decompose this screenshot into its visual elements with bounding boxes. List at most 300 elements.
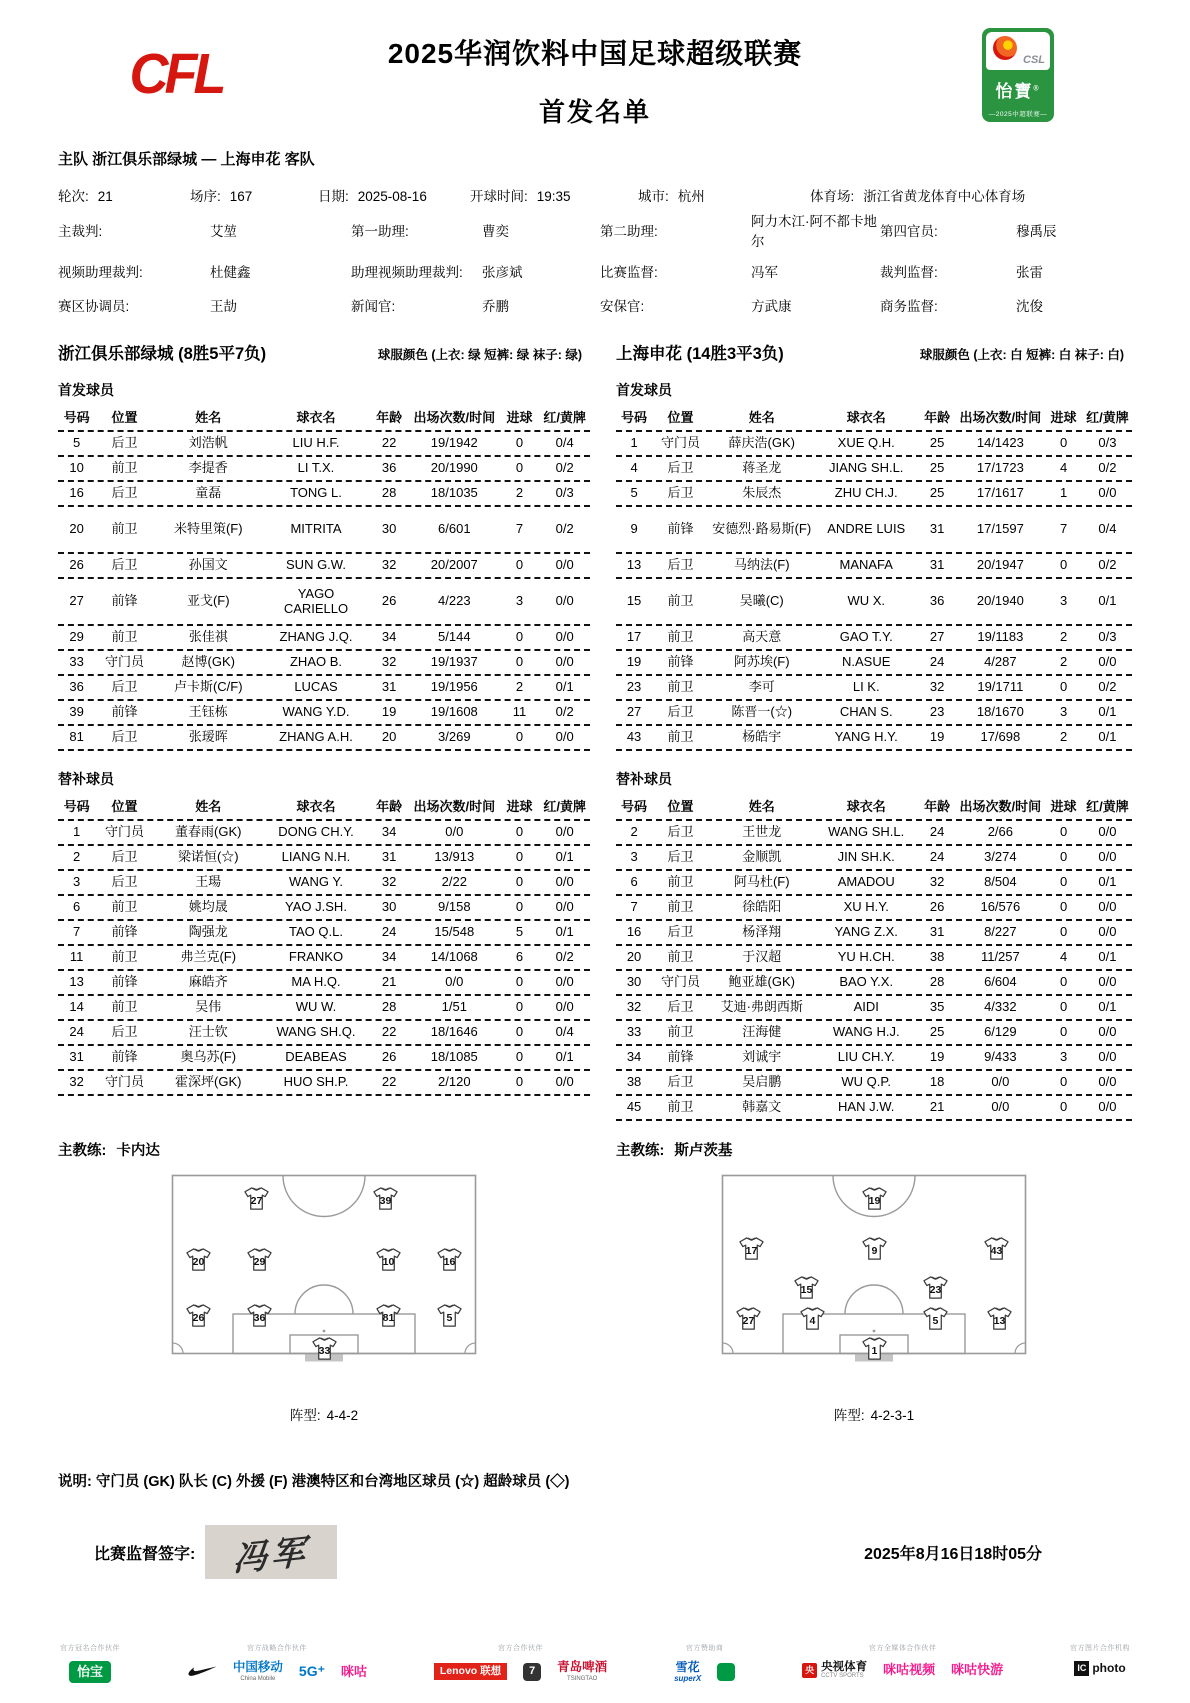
- info-label: 日期:: [318, 189, 349, 204]
- column-header: 年龄: [376, 409, 403, 425]
- player-goals: 0: [515, 824, 524, 840]
- info-value: 浙江省黄龙体育中心体育场: [863, 189, 1026, 204]
- player-row: [616, 846, 1132, 871]
- home-team-header: [58, 340, 590, 364]
- player-row: [616, 651, 1132, 676]
- player-position: 守门员: [104, 654, 144, 670]
- player-apps-minutes: 14/1423: [976, 435, 1024, 451]
- player-apps-minutes: 4/332: [984, 999, 1017, 1015]
- player-name: 弗兰克(F): [180, 949, 237, 965]
- player-position: 后卫: [667, 557, 694, 573]
- info-label: 轮次:: [58, 189, 89, 204]
- player-goals: 2: [1059, 729, 1068, 745]
- player-position: 前卫: [111, 999, 138, 1015]
- player-jersey-icon: [436, 1247, 463, 1272]
- player-jersey-icon: [375, 1303, 402, 1328]
- player-apps-minutes: 3/274: [984, 849, 1017, 865]
- player-position: 守门员: [104, 1074, 144, 1090]
- player-cards: 0/2: [1098, 679, 1117, 695]
- sponsor-logos-row: [60, 1661, 120, 1683]
- player-jersey-name: LIU CH.Y.: [837, 1049, 895, 1065]
- column-header: 位置: [667, 409, 694, 425]
- player-goals: 2: [1059, 629, 1068, 645]
- player-cards: 0/2: [1098, 460, 1117, 476]
- player-jersey-name: TAO Q.L.: [289, 924, 343, 940]
- player-jersey-icon: [922, 1275, 949, 1300]
- official-name: 沈俊: [1016, 299, 1043, 315]
- player-apps-minutes: 19/1956: [430, 679, 478, 695]
- player-cards: 0/1: [1098, 729, 1117, 745]
- supervisor-signature-image: [205, 1525, 337, 1579]
- player-goals: 2: [515, 679, 524, 695]
- player-name: 刘诚宇: [742, 1049, 782, 1065]
- player-age: 34: [381, 824, 397, 840]
- player-jersey-name: ANDRE LUIS: [827, 521, 906, 537]
- player-position: 前卫: [667, 629, 694, 645]
- player-number: 16: [69, 485, 84, 501]
- player-cards: 0/0: [1098, 899, 1117, 915]
- player-name: 阿苏埃(F): [733, 654, 790, 670]
- player-row: [616, 996, 1132, 1021]
- player-position: 前卫: [111, 899, 138, 915]
- player-age: 18: [929, 1074, 945, 1090]
- column-header: 进球: [1050, 798, 1077, 814]
- column-header: 出场次数/时间: [959, 409, 1042, 425]
- player-number: 7: [73, 924, 81, 940]
- player-name: 杨皓宇: [742, 729, 782, 745]
- player-row: [616, 971, 1132, 996]
- player-row: [58, 701, 590, 726]
- player-apps-minutes: 17/1723: [976, 460, 1024, 476]
- player-jersey-name: YAO J.SH.: [285, 899, 347, 915]
- player-age: 38: [929, 949, 945, 965]
- player-number: 11: [69, 949, 84, 965]
- player-name: 亚戈(F): [186, 593, 230, 609]
- player-cards: 0/0: [555, 557, 574, 573]
- player-age: 25: [929, 435, 945, 451]
- player-goals: 0: [515, 1074, 524, 1090]
- player-goals: 4: [1059, 460, 1068, 476]
- info-value: 2025-08-16: [357, 189, 427, 204]
- away-team-name: 上海申花 (14胜3平3负): [616, 345, 784, 364]
- player-goals: 0: [515, 1049, 524, 1065]
- player-name: 高天意: [742, 629, 782, 645]
- player-row: [616, 1071, 1132, 1096]
- csl-yibao-badge-icon: [982, 28, 1054, 122]
- official-role: 第一助理:: [351, 223, 409, 239]
- player-goals: 0: [515, 729, 524, 745]
- player-jersey-name: LI K.: [852, 679, 880, 695]
- sponsor-logos-row: [1070, 1661, 1130, 1676]
- player-name: 麻皓齐: [188, 974, 228, 990]
- player-age: 25: [929, 485, 945, 501]
- player-position: 前卫: [111, 460, 138, 476]
- player-number: 32: [626, 999, 642, 1015]
- player-goals: 7: [1059, 521, 1068, 537]
- player-row: [58, 946, 590, 971]
- home-subs-title: 替补球员: [58, 771, 114, 788]
- player-name: 杨泽翔: [742, 924, 782, 940]
- player-name: 王钰栋: [188, 704, 228, 720]
- player-apps-minutes: 17/1617: [976, 485, 1024, 501]
- player-cards: 0/0: [1098, 824, 1117, 840]
- svg-text:29: 29: [253, 1255, 266, 1268]
- player-apps-minutes: 16/576: [980, 899, 1021, 915]
- column-header: 球衣名: [296, 798, 336, 814]
- player-number: 3: [73, 874, 81, 890]
- player-apps-minutes: 19/1183: [977, 629, 1024, 645]
- player-jersey-icon: [861, 1186, 888, 1211]
- player-cards: 0/2: [555, 704, 574, 720]
- player-position: 前卫: [667, 679, 694, 695]
- player-goals: 0: [1059, 824, 1068, 840]
- svg-text:20: 20: [192, 1255, 205, 1268]
- player-goals: 6: [515, 949, 524, 965]
- away-coach-name: 斯卢茨基: [674, 1143, 733, 1160]
- player-name: 阿马杜(F): [733, 874, 790, 890]
- player-goals: 3: [1059, 593, 1068, 609]
- player-number: 5: [630, 485, 638, 501]
- player-cards: 0/1: [555, 679, 574, 695]
- player-name: 米特里策(F): [173, 521, 243, 537]
- player-jersey-name: DEABEAS: [285, 1049, 347, 1065]
- player-row: [58, 921, 590, 946]
- player-cards: 0/1: [1098, 874, 1117, 890]
- official-name: 张雷: [1016, 265, 1043, 281]
- player-age: 31: [929, 521, 945, 537]
- player-name: 张瑷晖: [188, 729, 228, 745]
- player-goals: 7: [515, 521, 524, 537]
- player-cards: 0/1: [555, 1049, 574, 1065]
- player-apps-minutes: 4/287: [984, 654, 1017, 670]
- player-position: 后卫: [111, 557, 138, 573]
- sponsor-logo-咪咕视频-icon: 咪咕视频: [883, 1662, 936, 1678]
- player-row: [616, 946, 1132, 971]
- player-row: [616, 921, 1132, 946]
- player-row: [58, 1021, 590, 1046]
- player-position: 守门员: [660, 974, 700, 990]
- sponsor-logo-photo-icon: IC photo: [1074, 1661, 1125, 1676]
- column-header: 红/黄牌: [543, 798, 586, 814]
- sponsor-logo-NIKE-icon: [187, 1666, 217, 1677]
- info-value: 杭州: [677, 189, 705, 204]
- official-name: 曹奕: [482, 223, 509, 239]
- cfl-league-logo: [116, 32, 236, 116]
- player-jersey-name: MANAFA: [839, 557, 893, 573]
- player-row: [616, 896, 1132, 921]
- player-goals: 4: [1059, 949, 1068, 965]
- player-cards: 0/2: [555, 460, 574, 476]
- column-header: 号码: [63, 798, 90, 814]
- player-jersey-name: MITRITA: [290, 521, 342, 537]
- player-number: 7: [630, 899, 638, 915]
- official-name: 艾堃: [210, 223, 237, 239]
- player-apps-minutes: 0/0: [991, 1074, 1010, 1090]
- player-goals: 0: [515, 460, 524, 476]
- official-name: 穆禹辰: [1016, 223, 1057, 239]
- player-row: [58, 457, 590, 482]
- player-number: 27: [626, 704, 642, 720]
- csl-badge-top: [986, 32, 1050, 70]
- official-role: 安保官:: [600, 299, 645, 315]
- player-age: 24: [381, 924, 397, 940]
- player-position: 前锋: [667, 654, 694, 670]
- player-name: 梁诺恒(☆): [177, 849, 239, 865]
- home-kit-colors: 球服颜色 (上衣: 绿 短裤: 绿 袜子: 绿): [377, 348, 582, 363]
- player-number: 1: [630, 435, 638, 451]
- svg-text:33: 33: [318, 1344, 330, 1357]
- player-age: 34: [381, 949, 397, 965]
- info-label: 开球时间:: [470, 189, 528, 204]
- player-number: 19: [626, 654, 642, 670]
- home-starters-table: [58, 406, 590, 751]
- csl-acronym: CSL: [1023, 54, 1045, 66]
- signoff-row: [58, 1525, 1132, 1579]
- player-jersey-name: BAO Y.X.: [839, 974, 894, 990]
- info-label: 体育场:: [810, 189, 855, 204]
- sponsor-group: [674, 1643, 735, 1683]
- player-apps-minutes: 6/601: [438, 521, 471, 537]
- player-apps-minutes: 11/257: [980, 949, 1020, 965]
- player-jersey-name: WANG H.J.: [832, 1024, 900, 1040]
- player-number: 13: [69, 974, 84, 990]
- player-name: 于汉超: [742, 949, 782, 965]
- player-row: [58, 896, 590, 921]
- player-name: 张佳祺: [188, 629, 228, 645]
- player-position: 前锋: [667, 1049, 694, 1065]
- player-position: 守门员: [660, 435, 700, 451]
- player-row: [58, 432, 590, 457]
- player-name: 姚均晟: [188, 899, 228, 915]
- player-jersey-icon: [311, 1336, 338, 1361]
- sponsor-logos-row: [802, 1661, 1003, 1679]
- player-apps-minutes: 0/0: [991, 1099, 1010, 1115]
- player-number: 14: [69, 999, 84, 1015]
- column-header: 年龄: [924, 409, 951, 425]
- svg-text:5: 5: [932, 1314, 939, 1327]
- svg-text:36: 36: [253, 1311, 266, 1324]
- player-name: 王世龙: [742, 824, 782, 840]
- player-jersey-name: WANG Y.D.: [282, 704, 350, 720]
- player-age: 21: [381, 974, 397, 990]
- player-number: 23: [626, 679, 642, 695]
- away-formation-value: 4-2-3-1: [870, 1408, 915, 1424]
- sponsor-logo-7-icon: 7: [523, 1663, 541, 1681]
- player-number: 29: [69, 629, 84, 645]
- player-jersey-name: DONG CH.Y.: [278, 824, 354, 840]
- player-number: 34: [626, 1049, 642, 1065]
- column-header: 年龄: [924, 798, 951, 814]
- csl-brand-name: 怡寶®: [995, 82, 1041, 101]
- player-row: [58, 726, 590, 751]
- player-jersey-icon: [922, 1306, 949, 1331]
- player-name: 艾迪·弗朗西斯: [720, 999, 803, 1015]
- player-name: 孙国文: [188, 557, 228, 573]
- player-cards: 0/0: [1098, 485, 1117, 501]
- column-header: 出场次数/时间: [413, 798, 496, 814]
- cfl-logo-icon: CFL: [129, 42, 223, 106]
- info-value: 21: [97, 189, 113, 204]
- player-jersey-name: ZHAO B.: [289, 654, 342, 670]
- svg-text:9: 9: [871, 1244, 877, 1257]
- player-apps-minutes: 9/158: [438, 899, 471, 915]
- player-number: 33: [626, 1024, 642, 1040]
- official-role: 主裁判:: [58, 223, 103, 239]
- player-goals: 0: [1059, 974, 1068, 990]
- column-header: 年龄: [376, 798, 403, 814]
- info-pair: [470, 185, 638, 205]
- player-cards: 0/2: [555, 949, 574, 965]
- player-jersey-icon: [185, 1303, 212, 1328]
- sponsor-group: [60, 1643, 120, 1683]
- player-apps-minutes: 8/227: [984, 924, 1017, 940]
- sponsor-logos-row: [434, 1661, 607, 1682]
- player-name: 马纳法(F): [733, 557, 790, 573]
- player-age: 32: [929, 679, 945, 695]
- column-header: 位置: [111, 798, 138, 814]
- player-age: 31: [929, 557, 945, 573]
- player-number: 27: [69, 593, 84, 609]
- official-role: 裁判监督:: [880, 265, 938, 281]
- player-position: 前卫: [111, 629, 138, 645]
- column-header: 进球: [506, 409, 533, 425]
- player-name: 陶强龙: [188, 924, 228, 940]
- svg-text:23: 23: [929, 1283, 942, 1296]
- player-age: 22: [381, 435, 397, 451]
- player-cards: 0/0: [555, 1074, 574, 1090]
- player-jersey-name: AIDI: [853, 999, 879, 1015]
- player-goals: 0: [1059, 435, 1068, 451]
- player-position: 守门员: [104, 824, 144, 840]
- player-row: [616, 432, 1132, 457]
- svg-text:15: 15: [800, 1283, 813, 1296]
- player-number: 38: [626, 1074, 642, 1090]
- player-name: 鲍亚雄(GK): [728, 974, 795, 990]
- player-name: 李可: [748, 679, 775, 695]
- player-number: 30: [626, 974, 642, 990]
- player-apps-minutes: 14/1068: [430, 949, 478, 965]
- player-cards: 0/0: [555, 974, 574, 990]
- sponsor-logo-5G⁺-icon: 5G⁺: [298, 1663, 325, 1680]
- player-jersey-name: FRANKO: [288, 949, 344, 965]
- player-number: 32: [69, 1074, 84, 1090]
- player-goals: 0: [515, 849, 524, 865]
- player-position: 前卫: [667, 593, 694, 609]
- info-value: 167: [229, 189, 253, 204]
- player-age: 34: [381, 629, 397, 645]
- home-coach-name: 卡内达: [116, 1143, 160, 1160]
- player-age: 28: [929, 974, 945, 990]
- player-cards: 0/0: [1098, 1049, 1117, 1065]
- player-age: 24: [929, 824, 945, 840]
- player-cards: 0/0: [555, 593, 574, 609]
- player-number: 2: [630, 824, 638, 840]
- player-cards: 0/4: [555, 435, 574, 451]
- match-info-row: [58, 185, 1132, 205]
- sponsor-logo-Lenovo 联想-icon: Lenovo 联想: [434, 1663, 507, 1680]
- player-number: 24: [69, 1024, 84, 1040]
- player-name: 韩嘉文: [742, 1099, 782, 1115]
- player-cards: 0/3: [555, 485, 574, 501]
- player-apps-minutes: 3/269: [438, 729, 471, 745]
- player-name: 汪士钦: [188, 1024, 228, 1040]
- column-header: 出场次数/时间: [413, 409, 496, 425]
- player-name: 汪海健: [742, 1024, 782, 1040]
- player-apps-minutes: 18/1646: [430, 1024, 478, 1040]
- player-age: 32: [929, 874, 945, 890]
- player-number: 5: [73, 435, 81, 451]
- sponsor-logo-青岛啤酒-icon: 青岛啤酒 TSINGTAO: [557, 1660, 608, 1683]
- player-cards: 0/0: [555, 729, 574, 745]
- player-name: 吴启鹏: [742, 1074, 782, 1090]
- svg-text:26: 26: [192, 1311, 205, 1324]
- column-header: 球衣名: [296, 409, 336, 425]
- player-cards: 0/0: [555, 899, 574, 915]
- player-goals: 0: [1059, 999, 1068, 1015]
- player-name: 刘浩帆: [188, 435, 228, 451]
- table-header-row: [58, 406, 590, 432]
- away-formation-label: 阵型: 4-2-3-1: [833, 1408, 915, 1424]
- player-jersey-name: WANG SH.L.: [828, 824, 905, 840]
- player-apps-minutes: 20/1940: [976, 593, 1024, 609]
- column-header: 姓名: [748, 409, 775, 425]
- player-goals: 0: [1059, 557, 1068, 573]
- document-title: 首发名单: [538, 97, 651, 127]
- column-header: 位置: [667, 798, 694, 814]
- player-cards: 0/0: [555, 874, 574, 890]
- player-jersey-name: MA H.Q.: [291, 974, 341, 990]
- player-jersey-icon: [983, 1236, 1010, 1261]
- player-cards: 0/0: [1098, 654, 1117, 670]
- player-position: 前卫: [667, 1099, 694, 1115]
- player-apps-minutes: 6/604: [984, 974, 1017, 990]
- player-position: 后卫: [111, 729, 138, 745]
- player-position: 后卫: [667, 460, 694, 476]
- sponsor-logo-怡宝-icon: 怡宝: [69, 1661, 111, 1683]
- player-number: 81: [69, 729, 84, 745]
- player-apps-minutes: 5/144: [438, 629, 471, 645]
- player-row: [616, 457, 1132, 482]
- player-name: 王瑒: [195, 874, 222, 890]
- info-pair: [810, 185, 1025, 205]
- player-jersey-name: YANG Z.X.: [834, 924, 898, 940]
- player-position: 后卫: [667, 999, 694, 1015]
- player-jersey-name: WANG Y.: [289, 874, 343, 890]
- player-number: 10: [69, 460, 84, 476]
- player-age: 25: [929, 1024, 945, 1040]
- player-jersey-icon: [738, 1236, 765, 1261]
- player-goals: 0: [515, 435, 524, 451]
- player-jersey-icon: [735, 1306, 762, 1331]
- sponsor-logo-sq-green-icon: [717, 1663, 735, 1681]
- player-apps-minutes: 20/2007: [430, 557, 478, 573]
- player-apps-minutes: 19/1608: [430, 704, 478, 720]
- svg-text:43: 43: [990, 1244, 1003, 1257]
- player-row: [616, 554, 1132, 579]
- player-position: 后卫: [111, 435, 138, 451]
- player-name: 陈晋一(☆): [731, 704, 793, 720]
- player-cards: 0/0: [1098, 1024, 1117, 1040]
- column-header: 号码: [621, 798, 648, 814]
- player-goals: 0: [1059, 679, 1068, 695]
- player-row: [58, 482, 590, 507]
- svg-text:13: 13: [993, 1314, 1006, 1327]
- player-position: 后卫: [667, 1074, 694, 1090]
- player-age: 26: [381, 593, 397, 609]
- player-jersey-name: ZHANG A.H.: [279, 729, 353, 745]
- player-number: 4: [630, 460, 638, 476]
- player-age: 19: [929, 729, 945, 745]
